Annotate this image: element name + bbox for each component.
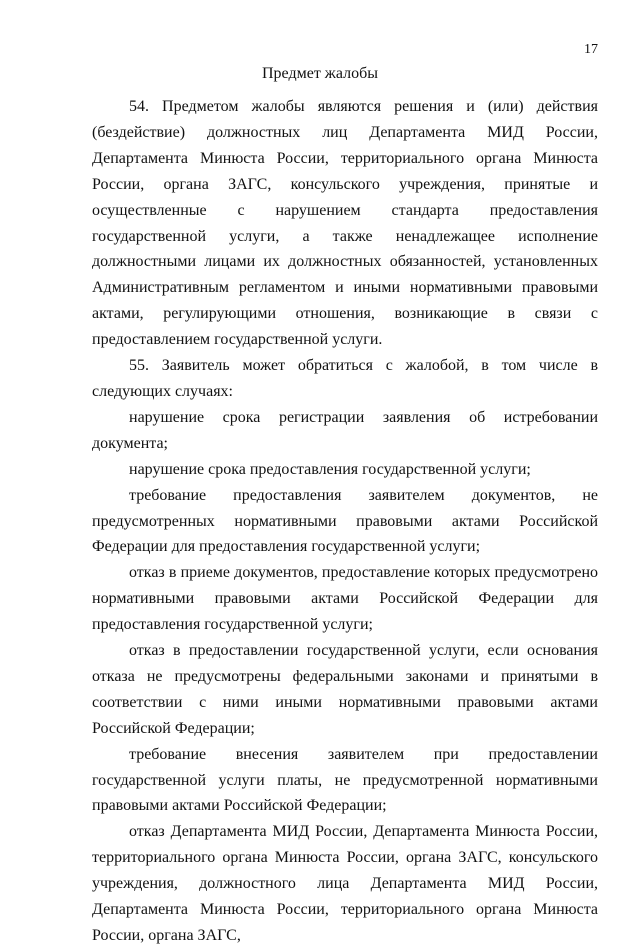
- document-body: [92, 94, 598, 949]
- list-item-refusal-by-department: отказ Департамента МИД России, Департамента Минюста России, территориального органа Минюста России, органа ЗАГС, консульского учреждения, должностного лица Департамента МИД России, Департамента Минюста России, территориального органа Минюста России, органа ЗАГС,: [92, 823, 598, 944]
- list-item-fee-demand: требование внесения заявителем при предоставлении государственной услуги платы, не предусмотренной нормативными правовыми актами Российской Федерации;: [92, 745, 598, 815]
- list-item-refusal-of-service: отказ в предоставлении государственной услуги, если основания отказа не предусмотрены федеральными законами и принятыми в соответствии с ними иными нормативными правовыми актами Российской Федерации;: [92, 642, 598, 737]
- page-number: 17: [584, 42, 598, 57]
- paragraph-55: 55. Заявитель может обратиться с жалобой, в том числе в следующих случаях:: [92, 357, 598, 400]
- section-title: Предмет жалобы: [262, 65, 378, 82]
- list-item-service-deadline: нарушение срока предоставления государственной услуги;: [129, 460, 531, 478]
- list-item-refusal-to-accept: отказ в приеме документов, предоставление которых предусмотрено нормативными правовыми актами Российской Федерации для предоставления государственной услуги;: [92, 564, 598, 634]
- list-item-registration-deadline: нарушение срока регистрации заявления об истребовании документа;: [92, 408, 598, 452]
- paragraph-54: 54. Предметом жалобы являются решения и (или) действия (бездействие) должностных лиц Департамента МИД России, Департамента Минюста России, территориального органа Минюста России, органа ЗАГС, консульского учреждения, принятые и осуществленные с нарушением стандарта предоставления государственной услуги, а также ненадлежащее исполнение должностными лицами их должностных обязанностей, установленных Административным регламентом и иными нормативными правовыми актами, регулирующими отношения, возникающие в связи с предоставлением государственной услуги.: [92, 98, 598, 349]
- list-item-extra-documents: требование предоставления заявителем документов, не предусмотренных нормативными правовыми актами Российской Федерации для предоставления государственной услуги;: [92, 486, 598, 556]
